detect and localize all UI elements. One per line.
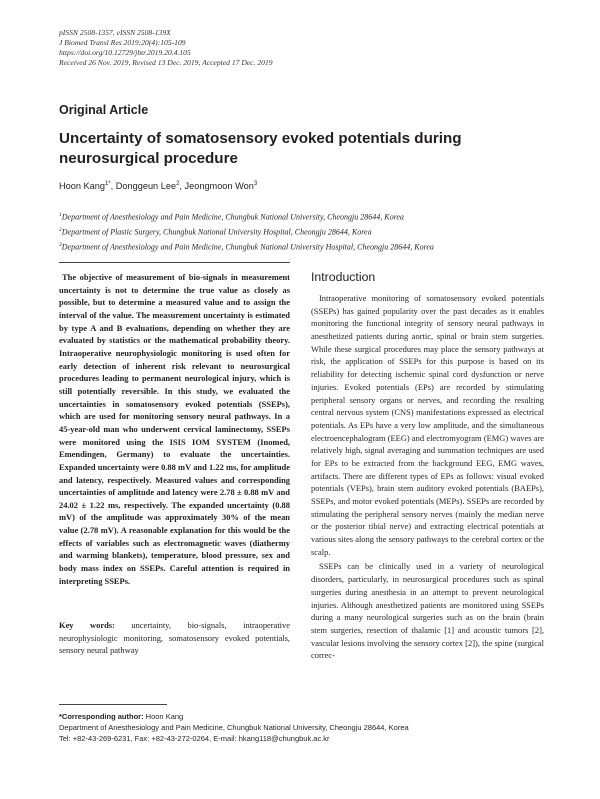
author-affiliation-mark: 1* [104, 181, 111, 187]
corresponding-author-footnote [59, 711, 549, 744]
corresponding-author: *Corresponding author: Hoon Kang [59, 712, 184, 721]
author-affiliation-mark: 2 [176, 181, 180, 187]
article-metadata [59, 28, 273, 68]
footnote-address: Department of Anesthesiology and Pain Medicine, Chungbuk National University, Cheongju 28644, Korea [59, 723, 409, 732]
body-paragraph: SSEPs can be clinically used in a variety of neurological disorders, particularly, in neurosurgical procedures such as spinal surgeries during anesthesia in an attempt to prevent neurological injuries. Although anesthetized patients are monitored using SSEPs during a many neurological surgeries such as on the brain (brain stem surgeries, resection of thalamic [1] and acoustic tumors [2], vascular lesions involving the sensory cortex [2]), the spine (surgical correc- [311, 561, 544, 661]
article-type: Original Article [59, 103, 149, 117]
keywords-label: Key words: [59, 620, 115, 630]
keywords [59, 619, 290, 657]
article-title: Uncertainty of somatosensory evoked potentials during neurosurgical procedure [59, 130, 462, 167]
keywords-text: uncertainty, bio-signals, intraoperative neurophysiologic monitoring, somatosensory evoked potentials, sensory neural pathway [59, 620, 290, 656]
introduction-body [311, 292, 544, 662]
journal-citation: J Biomed Transl Res 2019;20(4):105-109 [59, 38, 186, 47]
affiliation: $^1$Department of Anesthesiology and Pain Medicine, Chungbuk National University, Cheongju 28644, Korea [59, 212, 404, 222]
body-paragraph: Intraoperative monitoring of somatosensory evoked potentials (SSEPs) has gained popularity over the past decades as it enables monitoring the functional integrity of sensory neural pathways in anesthetized patients during aortic, spinal or brain stem surgeries. While these surgical procedures may place the sensory pathways at risk, the application of SSEPs for this purpose is based on its reliability for detecting ischemic spinal cord dysfunction or nerve injuries. Evoked potentials (EPs) are recorded by stimulating peripheral sensory organs or nerves, and recording the resulting central nervous system (CNS) manifestations expressed as electrical potentials. As EPs have a very low amplitude, and the simultaneous electroencephalogram (EEG) and electromyogram (EMG) waves are relatively high, signal averaging and summation techniques are used for EPs to be extracted from the background EEG, EMG waves, artifacts. There are different types of EPs as follows: visual evoked potentials (VEPs), brain stem auditory evoked potentials (BAEPs), SSEPs, and motor evoked potentials (MEPs). SSEPs are recorded by stimulating the peripheral sensory nerves (mainly the median nerve or the posterior tibial nerve) and extracting electrical potentials at various sites along the sensory pathways to the cerebral cortex or the scalp. [311, 293, 544, 557]
affiliation: $^3$Department of Anesthesiology and Pain Medicine, Chungbuk National University Hospital, Cheongju 28644, Korea [59, 241, 434, 252]
introduction-heading: Introduction [311, 270, 376, 284]
abstract-text: The objective of measurement of bio-signals in measurement uncertainty is not to determine the true value as closely as possible, but to determine a measured value and to assign the interval of the value. The measurement uncertainty is estimated by type A and B evaluations, depending on whether they are evaluated by statistics or the mathematical probability theory. Intraoperative neurophysiologic monitoring is used often for early detection of inherent risk relevant to neurosurgical procedures leading to permanent neurological injury, which is still potentially reversible. In this study, we evaluated the uncertainties in somatosensory evoked potentials (SSEPs), which are used for monitoring sensory neural pathways. In a 45-year-old man who underwent cervical laminectomy, SSEPs were monitored using the ISIS IOM SYSTEM (Inomed, Emendingen, Germany) to evaluate the uncertainties. Expanded uncertainty were 0.88 mV and 1.22 ms, for amplitude and latency, respectively. Measured values and corresponding uncertainties of amplitude and latency were 2.78 ± 0.88 mV and 24.02 ± 1.22 ms, respectively. The expanded uncertainty (0.88 mV) of the amplitude was approximately 30% of the mean value (2.78 mV). A reasonable explanation for this would be the effects of variables such as electromagnetic waves (diathermy and warming blankets), temperature, blood pressure, sex and body mass index on SSEPs. Careful attention is required in interpreting SSEPs. [59, 272, 290, 586]
received-dates: Received 26 Nov. 2019, Revised 13 Dec. 2019, Accepted 17 Dec. 2019 [59, 58, 273, 67]
author-name: Jeongmoon Won [184, 181, 254, 192]
author-list: Hoon Kang$^{1*}$, Donggeun Lee$^2$, Jeongmoon Won$^3$ [59, 181, 258, 192]
abstract-divider [59, 262, 290, 263]
abstract [59, 271, 290, 587]
author-name: Donggeun Lee [115, 181, 177, 192]
doi-link[interactable]: https://doi.org/10.12729/jbtr.2019.20.4.105 [59, 48, 191, 57]
affiliation-list [59, 209, 434, 254]
affiliation: $^2$Department of Plastic Surgery, Chungbuk National University Hospital, Cheongju 28644, Korea [59, 226, 372, 237]
footnote-contact: Tel: +82-43-269-6231, Fax: +82-43-272-0264, E-mail: hkang118@chungbuk.ac.kr [59, 734, 330, 743]
footnote-divider [59, 704, 167, 705]
author-name: Hoon Kang [59, 181, 105, 192]
issn: pISSN 2508-1357, eISSN 2508-139X [59, 28, 171, 37]
author-affiliation-mark: 3 [253, 181, 258, 187]
